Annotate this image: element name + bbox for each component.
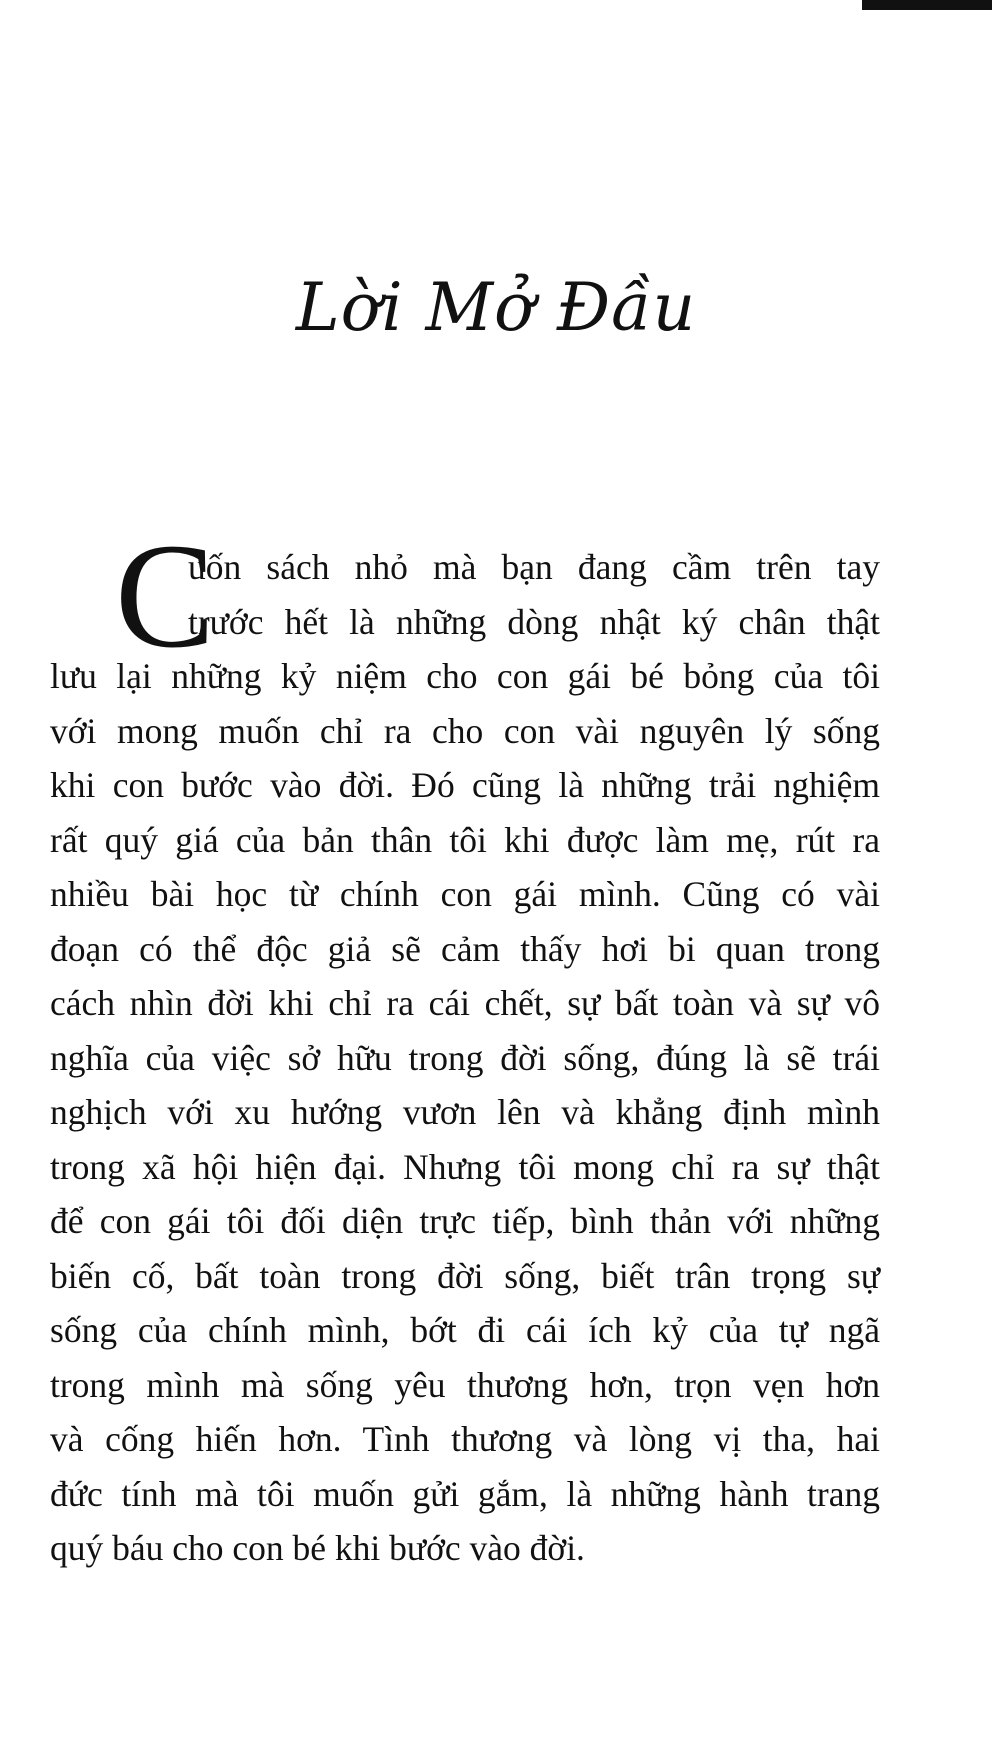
text-line: đoạn có thể độc giả sẽ cảm thấy hơi bi quan trong [50, 928, 880, 969]
text-line: lưu lại những kỷ niệm cho con gái bé bỏng của tôi [50, 656, 880, 696]
text-line: đức tính mà tôi muốn gửi gắm, là những hành trang [50, 1473, 880, 1514]
text-line: rất quý giá của bản thân tôi khi được làm mẹ, rút ra [50, 819, 880, 860]
scan-edge-mark [862, 0, 992, 10]
text-line: trong xã hội hiện đại. Nhưng tôi mong chỉ ra sự thật [50, 1146, 880, 1187]
text-line: quý báu cho con bé khi bước vào đời. [50, 1528, 585, 1568]
text-line: uốn sách nhỏ mà bạn đang cầm trên tay [188, 547, 880, 587]
text-line: trước hết là những dòng nhật ký chân thật [188, 601, 880, 642]
text-line: và cống hiến hơn. Tình thương và lòng vị tha, hai [50, 1419, 880, 1459]
preface-paragraph [50, 513, 880, 1576]
text-line: trong mình mà sống yêu thương hơn, trọn vẹn hơn [50, 1364, 880, 1405]
text-line: biến cố, bất toàn trong đời sống, biết trân trọng sự [50, 1255, 880, 1296]
text-line: khi con bước vào đời. Đó cũng là những trải nghiệm [50, 765, 880, 805]
text-line: để con gái tôi đối diện trực tiếp, bình thản với những [50, 1201, 880, 1241]
page-title: Lời Mở Đầu [295, 269, 697, 346]
text-line: nghĩa của việc sở hữu trong đời sống, đúng là sẽ trái [50, 1037, 880, 1078]
text-line: cách nhìn đời khi chỉ ra cái chết, sự bất toàn và sự vô [50, 983, 880, 1023]
text-line: nhiều bài học từ chính con gái mình. Cũng có vài [50, 874, 880, 914]
text-line: nghịch với xu hướng vươn lên và khẳng định mình [50, 1092, 880, 1132]
drop-cap: C [115, 513, 216, 679]
text-line: sống của chính mình, bớt đi cái ích kỷ của tự ngã [50, 1310, 880, 1350]
text-line: với mong muốn chỉ ra cho con vài nguyên lý sống [50, 710, 880, 751]
